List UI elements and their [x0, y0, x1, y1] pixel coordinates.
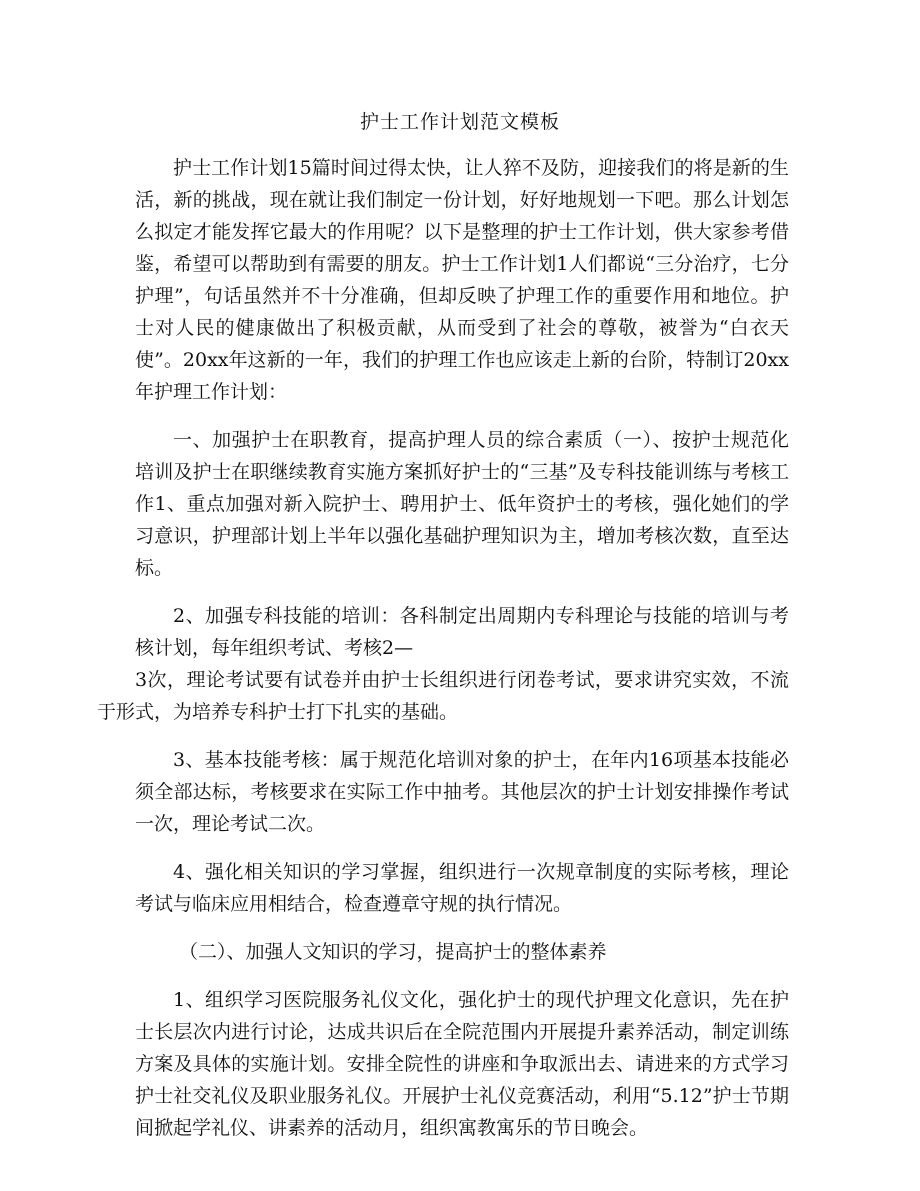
paragraph-item-2	[97, 600, 789, 728]
section-heading-two	[135, 936, 789, 968]
paragraph-item-4	[135, 856, 789, 920]
paragraph-text: 护士工作计划15篇时间过得太快，让人猝不及防，迎接我们的将是新的生活，新的挑战，现在就让我们制定一份计划，好好地规划一下吧。那么计划怎么拟定才能发挥它最大的作用呢？以下是整理的护士工作计划，供大家参考借鉴，希望可以帮助到有需要的朋友。护士工作计划1人们都说“三分治疗，七分护理”，句话虽然并不十分准确，但却反映了护理工作的重要作用和地位。护士对人民的健康做出了积极贡献，从而受到了社会的尊敬，被誉为“白衣天使”。20xx年这新的一年，我们的护理工作也应该走上新的台阶，特制订20xx年护理工作计划：	[135, 157, 789, 403]
paragraph-text: 3次，理论考试要有试卷并由护士长组织进行闭卷考试，要求讲究实效，不流于形式，为培养专科护士打下扎实的基础。	[97, 669, 789, 723]
paragraph-text: （二）、加强人文知识的学习，提高护士的整体素养	[179, 941, 607, 963]
paragraph-text: 4、强化相关知识的学习掌握，组织进行一次规章制度的实际考核，理论考试与临床应用相结合，检查遵章守规的执行情况。	[135, 861, 789, 915]
paragraph-text: 3、基本技能考核：属于规范化培训对象的护士，在年内16项基本技能必须全部达标，考核要求在实际工作中抽考。其他层次的护士计划安排操作考试一次，理论考试二次。	[135, 749, 789, 835]
document-title: 护士工作计划范文模板	[359, 111, 560, 133]
paragraph-text: 2、加强专科技能的培训：各科制定出周期内专科理论与技能的培训与考核计划，每年组织考试、考核2—	[135, 605, 789, 659]
paragraph-section-one	[135, 424, 789, 584]
paragraph-item-3	[135, 744, 789, 840]
paragraph-intro	[135, 152, 789, 408]
document-body	[97, 152, 789, 1160]
paragraph-text: 1、组织学习医院服务礼仪文化，强化护士的现代护理文化意识，先在护士长层次内进行讨论，达成共识后在全院范围内开展提升素养活动，制定训练方案及具体的实施计划。安排全院性的讲座和争取派出去、请进来的方式学习护士社交礼仪及职业服务礼仪。开展护士礼仪竞赛活动，利用“5.12”护士节期间掀起学礼仪、讲素养的活动月，组织寓教寓乐的节日晚会。	[135, 989, 789, 1139]
paragraph-text: 一、加强护士在职教育，提高护理人员的综合素质（一）、按护士规范化培训及护士在职继续教育实施方案抓好护士的“三基”及专科技能训练与考核工作1、重点加强对新入院护士、聘用护士、低年资护士的考核，强化她们的学习意识，护理部计划上半年以强化基础护理知识为主，增加考核次数，直至达标。	[135, 429, 789, 579]
paragraph-item-1b	[135, 984, 789, 1144]
